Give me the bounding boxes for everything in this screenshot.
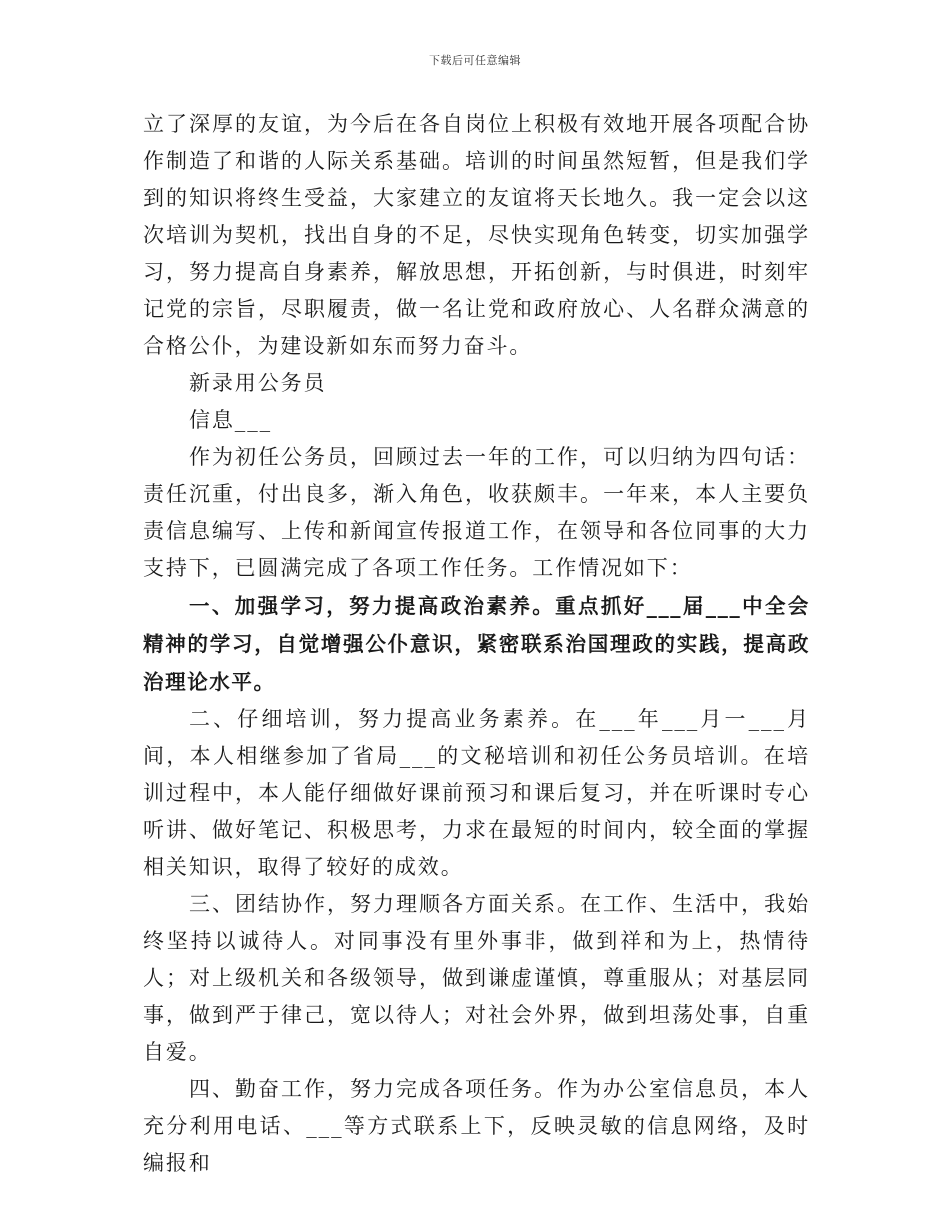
paragraph-intro: 作为初任公务员，回顾过去一年的工作，可以归纳为四句话：责任沉重，付出良多，渐入角色，收获颇丰。一年来，本人主要负责信息编写、上传和新闻宣传报道工作，在领导和各位同事的大力支持下，已圆满完成了各项工作任务。工作情况如下： (143, 445, 810, 580)
paragraph-point-4: 四、勤奋工作，努力完成各项任务。作为办公室信息员，本人充分利用电话、___等方式联系上下，反映灵敏的信息网络，及时编报和 (143, 1077, 810, 1175)
document-body (143, 106, 810, 1182)
section-title: 新录用公务员 (189, 371, 327, 395)
header-note: 下载后可任意编辑 (429, 54, 521, 67)
paragraph-continuation: 立了深厚的友谊，为今后在各自岗位上积极有效地开展各项配合协作制造了和谐的人际关系基础。培训的时间虽然短暂，但是我们学到的知识将终生受益，大家建立的友谊将天长地久。我一定会以这次培训为契机，找出自身的不足，尽快实现角色转变，切实加强学习，努力提高自身素养，解放思想，开拓创新，与时俱进，时刻牢记党的宗旨，尽职履责，做一名让党和政府放心、人名群众满意的合格公仆，为建设新如东而努力奋斗。 (143, 112, 810, 358)
paragraph-point-1: 一、加强学习，努力提高政治素养。重点抓好___届___中全会精神的学习，自觉增强公仆意识，紧密联系治国理政的实践，提高政治理论水平。 (143, 594, 810, 694)
paragraph-point-2: 二、仔细培训，努力提高业务素养。在___年___月一___月间，本人相继参加了省局___的文秘培训和初任公务员培训。在培训过程中，本人能仔细做好课前预习和课后复习，并在听课时专心听讲、做好笔记、积极思考，力求在最短的时间内，较全面的掌握相关知识，取得了较好的成效。 (143, 707, 810, 879)
paragraph-point-3: 三、团结协作，努力理顺各方面关系。在工作、生活中，我始终坚持以诚待人。对同事没有里外事非，做到祥和为上，热情待人；对上级机关和各级领导，做到谦虚谨慎，尊重服从；对基层同事，做到严于律己，宽以待人；对社会外界，做到坦荡处事，自重自爱。 (143, 892, 810, 1064)
author-line: 信息___ (189, 408, 272, 432)
